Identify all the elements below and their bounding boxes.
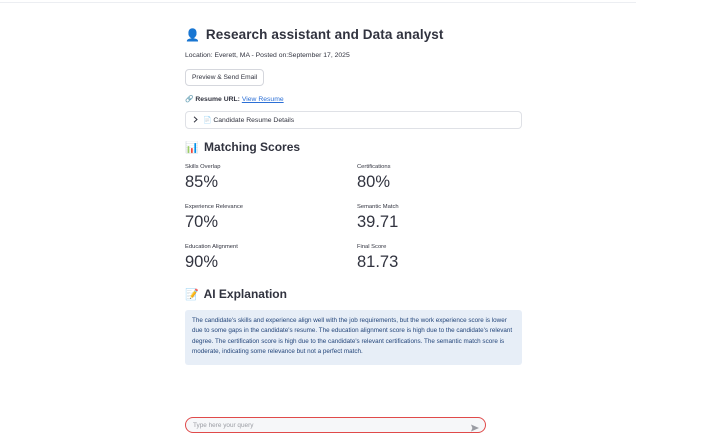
metric-semantic-match [357,204,507,232]
link-icon: 🔗 [185,96,194,103]
metric-value: 70% [185,213,219,231]
chat-query-input[interactable] [193,420,463,431]
memo-icon: 📝 [185,289,199,301]
chevron-right-icon [193,116,198,125]
resume-details-expander[interactable] [185,111,522,129]
metric-label: Experience Relevance [185,204,244,210]
metric-value: 85% [185,173,219,191]
preview-send-email-button[interactable]: Preview & Send Email [185,69,264,86]
metric-value: 80% [357,173,391,191]
location-posted-line: Location: Everett, MA - Posted on:September 17, 2025 [185,52,350,59]
metric-value: 81.73 [357,253,399,271]
metric-education-alignment [185,244,335,272]
metric-final-score [357,244,507,272]
ai-explanation-heading [185,287,287,301]
chat-input-bar [185,417,486,433]
person-icon: 👤 [185,28,201,42]
expander-label-text: Candidate Resume Details [213,117,295,124]
top-header-bar [0,0,636,3]
metric-label: Skills Overlap [185,164,221,170]
matching-scores-heading [185,140,300,154]
metric-label: Semantic Match [357,204,399,210]
metric-value: 90% [185,253,219,271]
metric-skills-overlap [185,164,335,192]
resume-url-label: Resume URL: [195,96,240,103]
ai-explanation-info-box [185,310,522,365]
view-resume-link[interactable]: View Resume [241,96,284,103]
page-title-text: Research assistant and Data analyst [205,27,444,42]
metric-label: Education Alignment [185,244,238,250]
bar-chart-icon: 📊 [185,142,199,154]
document-icon: 📄 [203,117,212,124]
expander-label [203,116,294,124]
metric-certifications [357,164,507,192]
page-title [185,27,444,42]
resume-url-line [185,95,284,103]
page-right-margin [636,0,720,434]
ai-explanation-title: AI Explanation [203,287,287,301]
matching-scores-title: Matching Scores [204,140,301,154]
metric-value: 39.71 [357,213,399,231]
metric-experience-relevance [185,204,335,232]
send-icon[interactable] [470,420,480,430]
ai-explanation-text: The candidate's skills and experience align well with the job requirements, but the work experience score is lower due to some gaps in the candidate's resume. The education alignment score is high due to the candidate's relevant degree. The certification score is high due to the candidate's relevant certifications. The semantic match score is moderate, indicating some relevance but not a perfect match. [192,317,513,355]
metric-label: Final Score [357,244,387,250]
metric-label: Certifications [357,164,391,170]
